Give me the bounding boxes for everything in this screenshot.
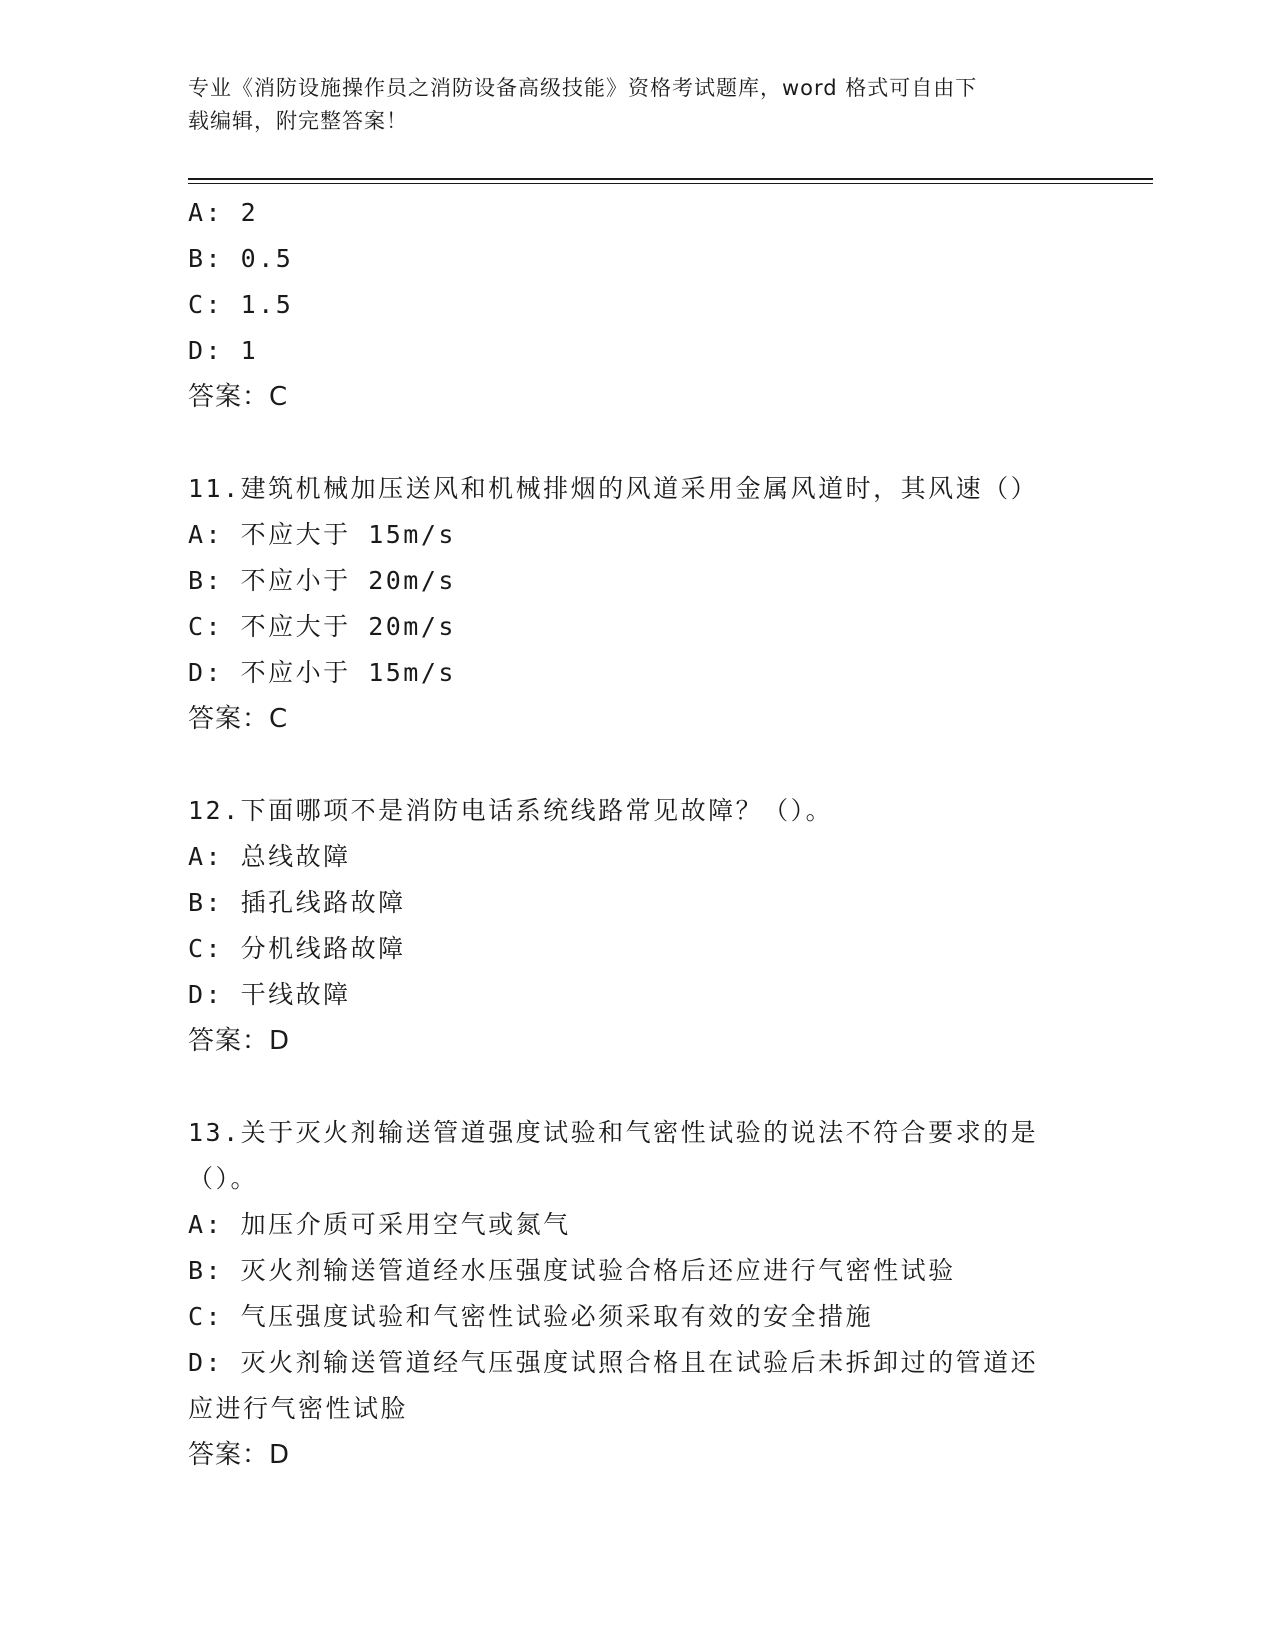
answer-label: 答案：D xyxy=(188,1026,291,1056)
option-b: B: 0.5 xyxy=(188,244,294,273)
option-b: B: 插孔线路故障 xyxy=(188,888,406,917)
option-d-line-1: D: 灭火剂输送管道经气压强度试照合格且在试验后未拆卸过的管道还 xyxy=(188,1348,1039,1377)
option-b: B: 不应小于 20m/s xyxy=(188,566,456,595)
header-divider-thin xyxy=(188,183,1153,184)
question-10-continued xyxy=(188,190,1088,420)
answer-label: 答案：C xyxy=(188,704,289,734)
option-c: C: 1.5 xyxy=(188,290,294,319)
option-c: C: 不应大于 20m/s xyxy=(188,612,456,641)
question-13 xyxy=(188,1110,1088,1478)
header-divider xyxy=(188,178,1153,180)
option-a: A: 不应大于 15m/s xyxy=(188,520,456,549)
question-text-line-2: （）。 xyxy=(188,1164,259,1193)
option-d-line-2: 应进行气密性试脸 xyxy=(188,1394,409,1423)
header-line-1: 专业《消防设施操作员之消防设备高级技能》资格考试题库，word 格式可自由下 xyxy=(188,76,978,100)
option-a: A: 总线故障 xyxy=(188,842,351,871)
option-b: B: 灭火剂输送管道经水压强度试验合格后还应进行气密性试验 xyxy=(188,1256,956,1285)
question-text: 11.建筑机械加压送风和机械排烟的风道采用金属风道时，其风速（） xyxy=(188,474,1039,503)
option-a: A: 2 xyxy=(188,198,259,227)
header-line-2: 载编辑，附完整答案！ xyxy=(188,109,408,133)
option-d: D: 1 xyxy=(188,336,259,365)
question-text: 12.下面哪项不是消防电话系统线路常见故障？（）。 xyxy=(188,796,834,825)
option-c: C: 气压强度试验和气密性试验必须采取有效的安全措施 xyxy=(188,1302,874,1331)
question-text-line-1: 13.关于灭火剂输送管道强度试验和气密性试验的说法不符合要求的是 xyxy=(188,1118,1039,1147)
question-11 xyxy=(188,466,1088,742)
answer-label: 答案：C xyxy=(188,382,289,412)
option-d: D: 干线故障 xyxy=(188,980,351,1009)
option-d: D: 不应小于 15m/s xyxy=(188,658,456,687)
question-12 xyxy=(188,788,1088,1064)
option-c: C: 分机线路故障 xyxy=(188,934,406,963)
document-header xyxy=(188,72,1088,138)
option-a: A: 加压介质可采用空气或氮气 xyxy=(188,1210,571,1239)
question-list xyxy=(188,190,1088,1478)
answer-label: 答案：D xyxy=(188,1440,291,1470)
